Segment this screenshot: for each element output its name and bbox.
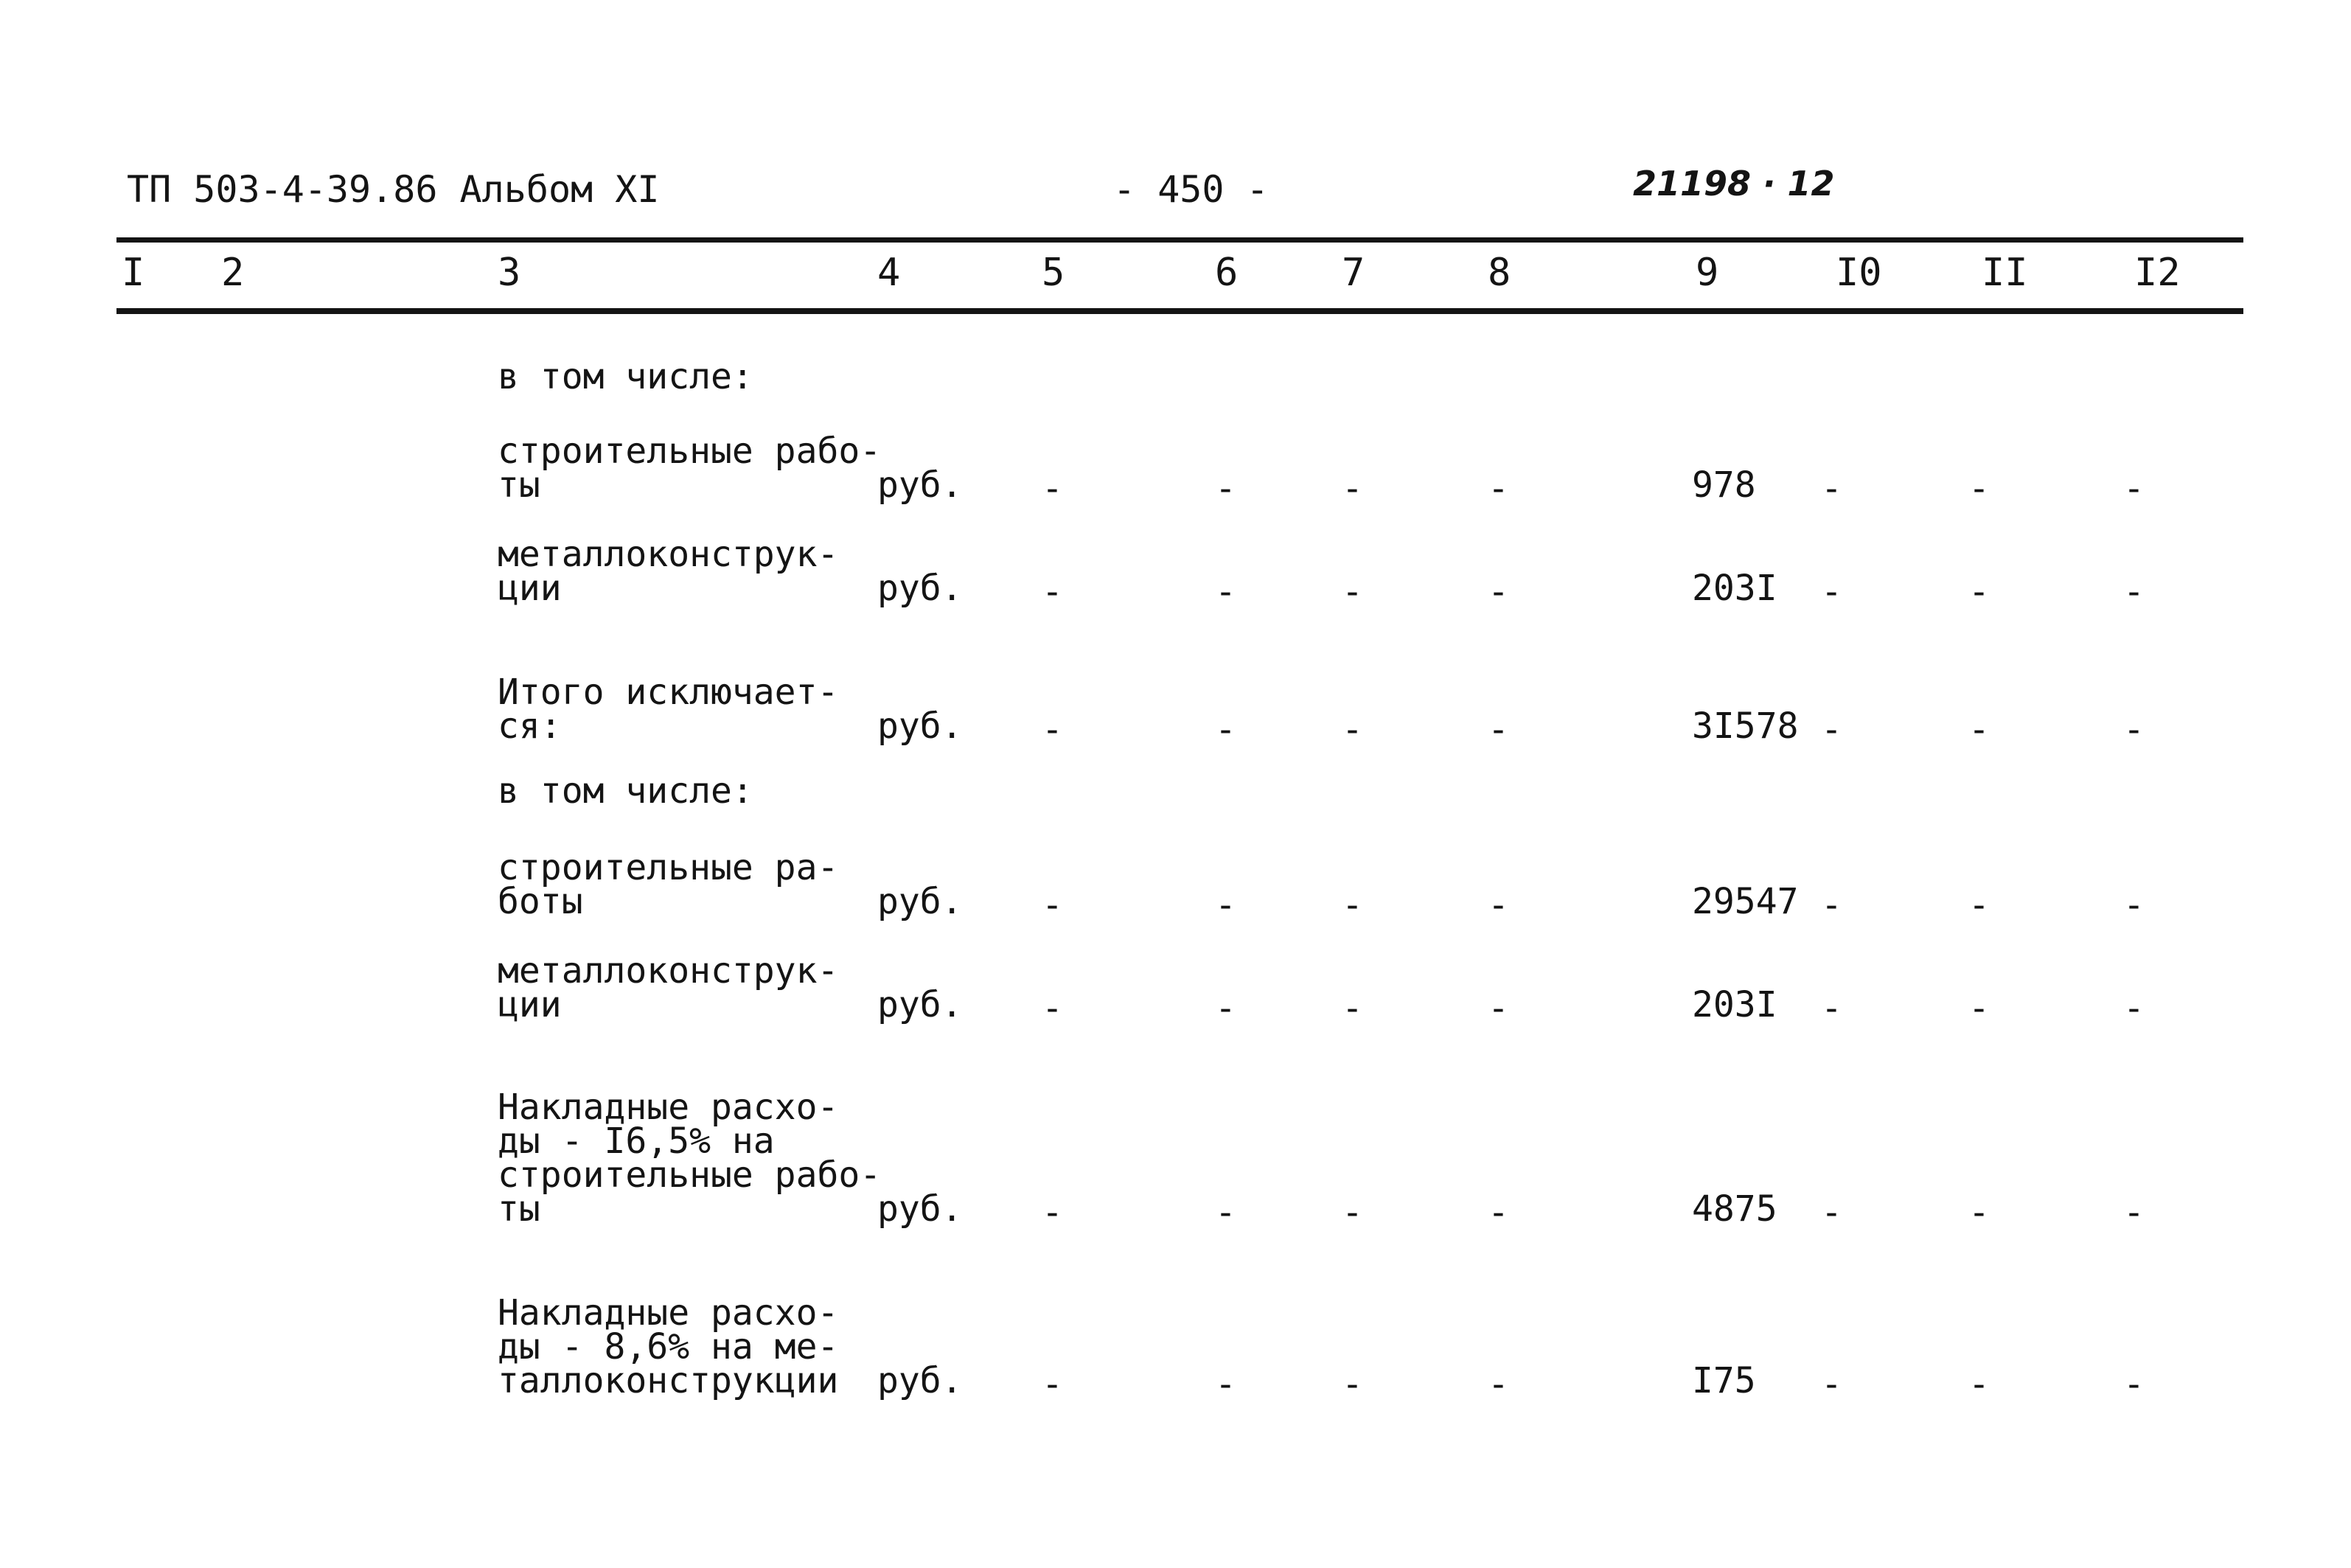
dash-cell: - — [1488, 885, 1509, 926]
dash-cell: - — [1968, 571, 1990, 613]
description-line: ты — [498, 464, 540, 506]
description-line: строительные ра- — [498, 847, 839, 888]
dash-cell: - — [1042, 1192, 1063, 1233]
dash-cell: - — [1215, 885, 1236, 926]
dash-cell: - — [1342, 988, 1363, 1029]
dash-cell: - — [1821, 571, 1842, 613]
value-cell: 978 — [1692, 464, 1756, 506]
subheading-label: в том числе: — [498, 770, 753, 812]
dash-cell: - — [1042, 1364, 1063, 1405]
column-number-10: I0 — [1836, 251, 1882, 295]
description-line: строительные рабо- — [498, 431, 882, 472]
dash-cell: - — [1342, 571, 1363, 613]
column-number-4: 4 — [877, 251, 901, 295]
dash-cell: - — [2123, 988, 2145, 1029]
dash-cell: - — [1042, 885, 1063, 926]
dash-cell: - — [1342, 1192, 1363, 1233]
dash-cell: - — [1821, 1364, 1842, 1405]
column-number-12: I2 — [2134, 251, 2181, 295]
dash-cell: - — [1488, 988, 1509, 1029]
dash-cell: - — [1821, 1192, 1842, 1233]
dash-cell: - — [1821, 885, 1842, 926]
column-number-9: 9 — [1696, 251, 1719, 295]
column-number-1: I — [122, 251, 145, 295]
dash-cell: - — [1215, 988, 1236, 1029]
value-cell: 203I — [1692, 984, 1777, 1025]
column-number-5: 5 — [1042, 251, 1065, 295]
column-number-2: 2 — [221, 251, 245, 295]
dash-cell: - — [1215, 1192, 1236, 1233]
description-line: металлоконструк- — [498, 950, 839, 992]
dash-cell: - — [1042, 468, 1063, 509]
description-line: металлоконструк- — [498, 534, 839, 575]
dash-cell: - — [1042, 709, 1063, 750]
dash-cell: - — [1488, 571, 1509, 613]
table-header-rule — [116, 308, 2243, 314]
dash-cell: - — [2123, 885, 2145, 926]
unit-cell: руб. — [877, 705, 963, 747]
description-line: ции — [498, 568, 562, 609]
dash-cell: - — [1968, 468, 1990, 509]
column-number-6: 6 — [1215, 251, 1239, 295]
dash-cell: - — [1968, 885, 1990, 926]
dash-cell: - — [1215, 709, 1236, 750]
dash-cell: - — [1042, 571, 1063, 613]
description-line: ции — [498, 984, 562, 1025]
unit-cell: руб. — [877, 568, 963, 609]
column-number-8: 8 — [1488, 251, 1511, 295]
value-cell: 29547 — [1692, 881, 1799, 922]
column-number-11: II — [1982, 251, 2028, 295]
dash-cell: - — [1968, 1192, 1990, 1233]
unit-cell: руб. — [877, 1360, 963, 1401]
dash-cell: - — [1342, 709, 1363, 750]
dash-cell: - — [1488, 709, 1509, 750]
description-line: строительные рабо- — [498, 1154, 882, 1196]
description-line: ды - 8,6% на ме- — [498, 1326, 839, 1367]
value-cell: 3I578 — [1692, 705, 1799, 747]
dash-cell: - — [1821, 709, 1842, 750]
unit-cell: руб. — [877, 464, 963, 506]
dash-cell: - — [1215, 468, 1236, 509]
dash-cell: - — [1342, 885, 1363, 926]
description-line: ты — [498, 1188, 540, 1230]
unit-cell: руб. — [877, 984, 963, 1025]
description-line: таллоконструкции — [498, 1360, 839, 1401]
dash-cell: - — [2123, 709, 2145, 750]
dash-cell: - — [1342, 468, 1363, 509]
table-top-rule — [116, 237, 2243, 243]
value-cell: 4875 — [1692, 1188, 1777, 1230]
dash-cell: - — [1968, 709, 1990, 750]
dash-cell: - — [1488, 1192, 1509, 1233]
dash-cell: - — [1042, 988, 1063, 1029]
column-number-7: 7 — [1342, 251, 1365, 295]
dash-cell: - — [1821, 988, 1842, 1029]
dash-cell: - — [1488, 1364, 1509, 1405]
value-cell: I75 — [1692, 1360, 1756, 1401]
dash-cell: - — [1968, 988, 1990, 1029]
description-line: Накладные расхо- — [498, 1292, 839, 1334]
dash-cell: - — [2123, 1364, 2145, 1405]
page-number: - 450 - — [1113, 168, 1269, 211]
dash-cell: - — [1488, 468, 1509, 509]
dash-cell: - — [2123, 468, 2145, 509]
dash-cell: - — [1215, 571, 1236, 613]
description-line: Накладные расхо- — [498, 1087, 839, 1128]
dash-cell: - — [2123, 1192, 2145, 1233]
handwritten-document-code: 21198 · 12 — [1633, 164, 1835, 203]
description-line: ды - I6,5% на — [498, 1121, 775, 1162]
subheading-label: в том числе: — [498, 356, 753, 397]
unit-cell: руб. — [877, 1188, 963, 1230]
description-line: Итого исключает- — [498, 672, 839, 713]
description-line: ся: — [498, 705, 562, 747]
value-cell: 203I — [1692, 568, 1777, 609]
dash-cell: - — [1821, 468, 1842, 509]
dash-cell: - — [1342, 1364, 1363, 1405]
document-reference: ТП 503-4-39.86 Альбом XI — [127, 168, 660, 211]
dash-cell: - — [1215, 1364, 1236, 1405]
description-line: боты — [498, 881, 583, 922]
dash-cell: - — [1968, 1364, 1990, 1405]
unit-cell: руб. — [877, 881, 963, 922]
column-number-3: 3 — [498, 251, 521, 295]
dash-cell: - — [2123, 571, 2145, 613]
